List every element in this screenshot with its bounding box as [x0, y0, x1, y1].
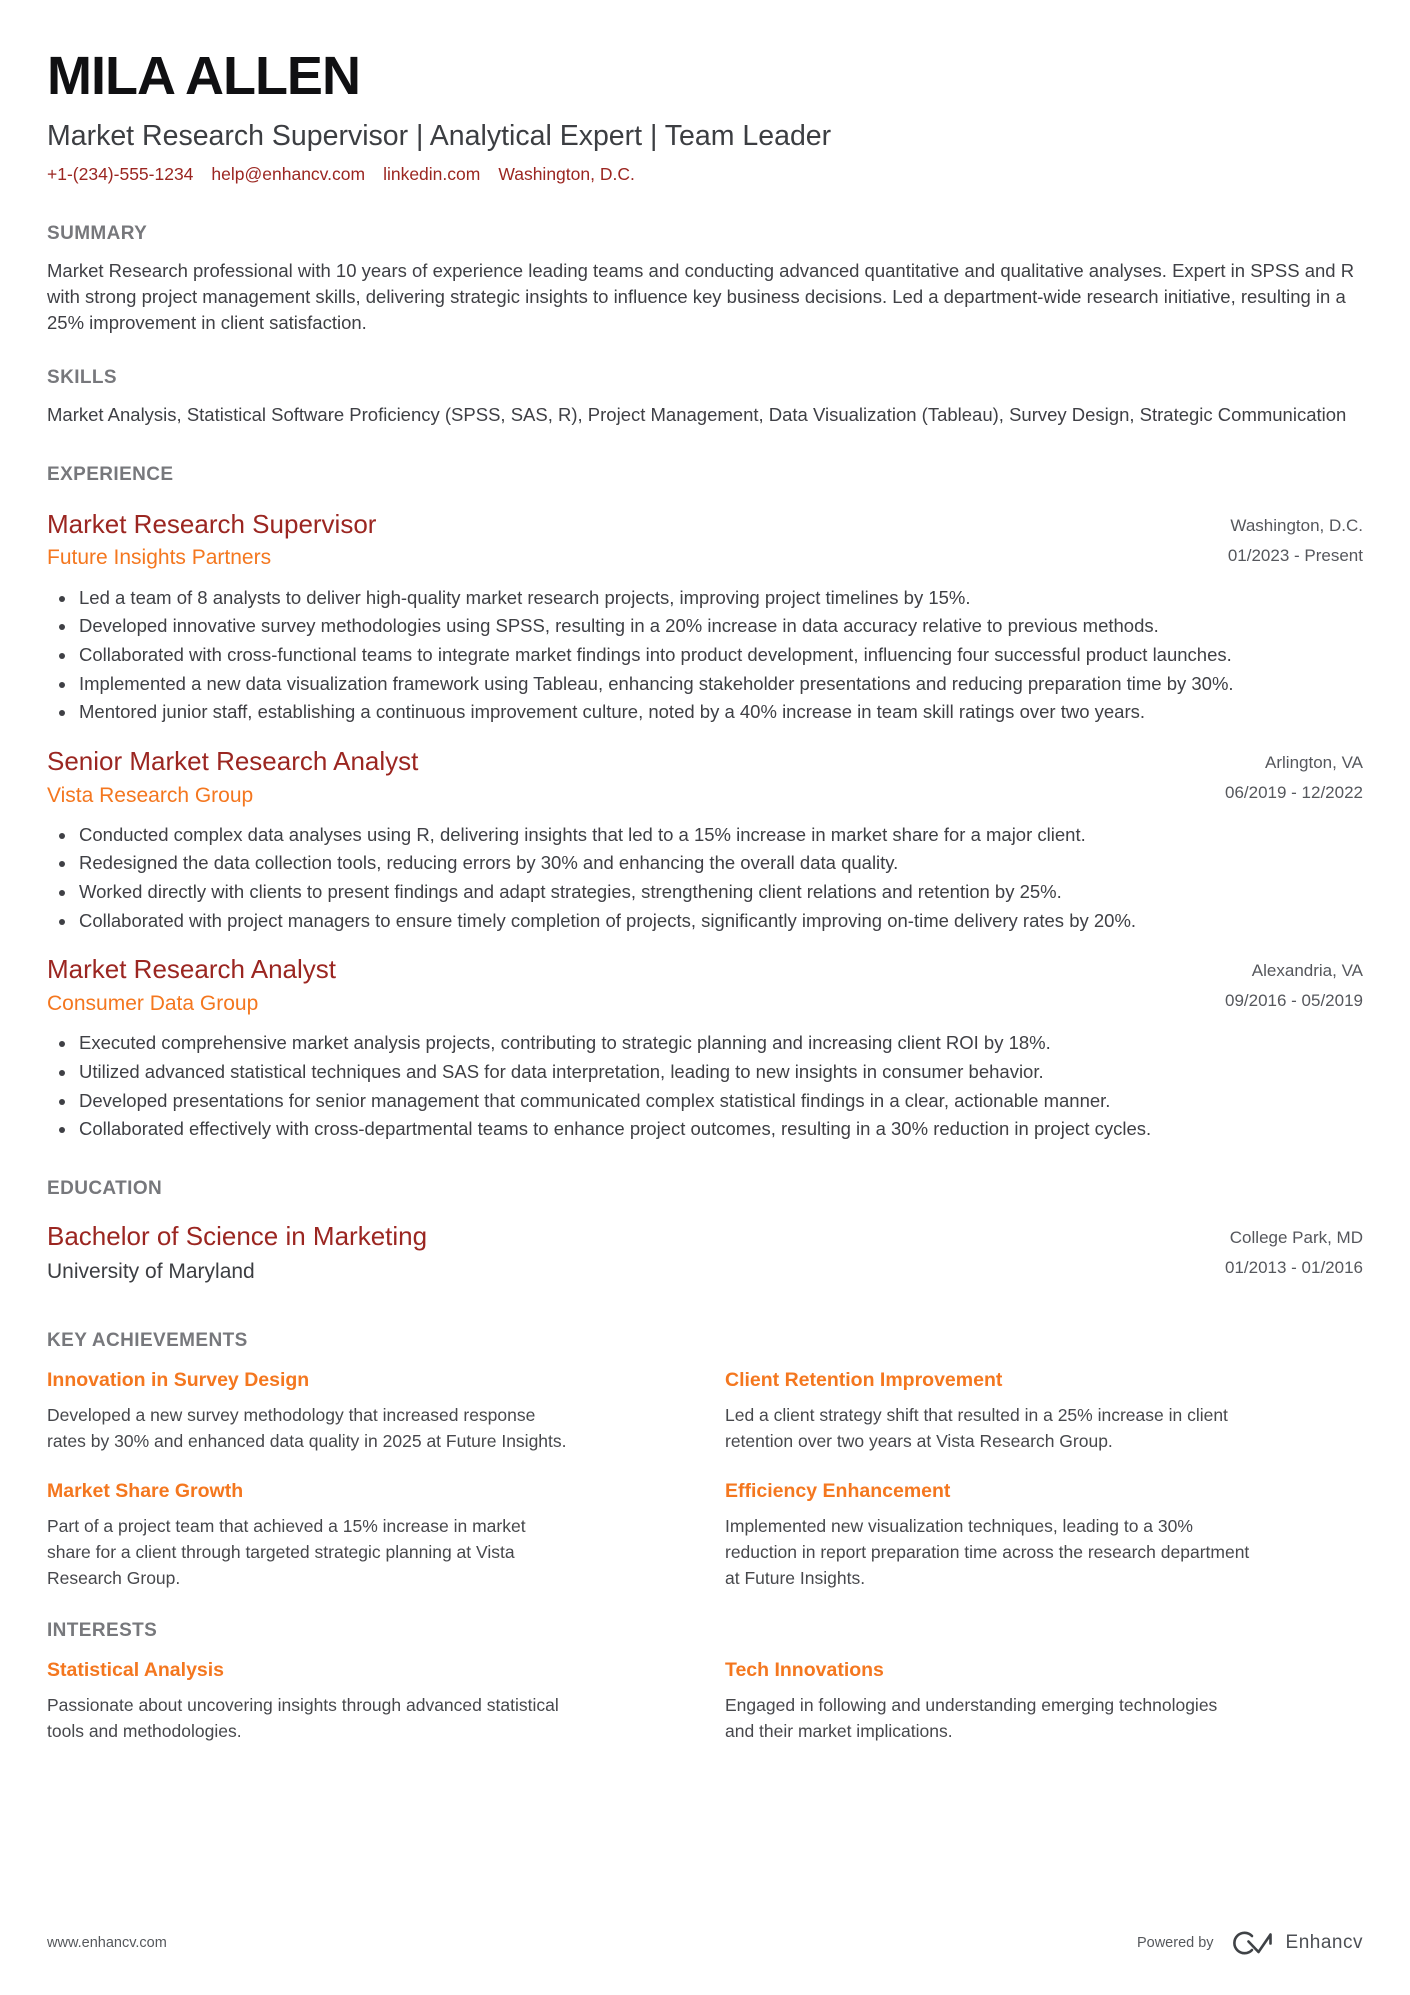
achievement-item — [725, 1368, 1363, 1455]
education-location: College Park, MD — [1229, 1227, 1363, 1247]
education-meta — [1225, 1220, 1363, 1283]
education-dates: 01/2013 - 01/2016 — [1224, 1257, 1363, 1277]
achievement-text: Led a client strategy shift that resulted in a 25% increase in client retention over two years at Vista Research Group. — [725, 1405, 1228, 1452]
enhancv-logo-icon — [1224, 1927, 1276, 1959]
job-title-block — [47, 745, 418, 809]
job-location: Arlington, VA — [1265, 753, 1363, 773]
achievement-title: Market Share Growth — [47, 1479, 244, 1502]
job-bullet: • Collaborated with project managers to ensure timely completion of projects, significantly improving on-time delivery rates by 20%. — [77, 907, 1363, 936]
interests-grid — [47, 1658, 1363, 1745]
skills-heading: SKILLS — [47, 366, 117, 388]
contact-row — [47, 164, 1363, 185]
education-heading: EDUCATION — [47, 1177, 163, 1199]
candidate-headline: Market Research Supervisor | Analytical Expert | Team Leader — [47, 119, 832, 152]
job-bullet: • Conducted complex data analyses using R, delivering insights that led to a 15% increase in market share for a major client. — [77, 821, 1363, 850]
job-company: Vista Research Group — [47, 783, 254, 807]
job-dates: 09/2016 - 05/2019 — [1224, 991, 1363, 1011]
job-bullet: • Developed presentations for senior management that communicated complex statistical findings in a clear, actionable manner. — [77, 1087, 1363, 1116]
job-bullet: • Collaborated with cross-functional teams to integrate market findings into product development, influencing four successful product launches. — [77, 641, 1363, 670]
job-bullet: • Developed innovative survey methodologies using SPSS, resulting in a 20% increase in data accuracy relative to previous methods. — [77, 612, 1363, 641]
job-header — [47, 953, 1363, 1017]
resume-header — [47, 48, 1363, 185]
job-company: Consumer Data Group — [47, 991, 259, 1015]
enhancv-brand-text[interactable]: Enhancv — [1285, 1932, 1363, 1953]
job-bullet: • Mentored junior staff, establishing a continuous improvement culture, noted by a 40% increase in team skill ratings over two years. — [77, 698, 1363, 727]
job-bullet: • Collaborated effectively with cross-departmental teams to enhance project outcomes, resulting in a 30% reduction in project cycles. — [77, 1115, 1363, 1144]
job-meta — [1225, 745, 1363, 808]
achievement-title: Client Retention Improvement — [725, 1368, 1003, 1391]
section-interests — [47, 1620, 1363, 1745]
job-header — [47, 508, 1363, 572]
job-bullet: • Led a team of 8 analysts to deliver high-quality market research projects, improving project timelines by 15%. — [77, 584, 1363, 613]
interest-text: Engaged in following and understanding emerging technologies and their market implications. — [725, 1694, 1218, 1742]
job-meta — [1228, 508, 1363, 571]
linkedin-link[interactable]: linkedin.com — [383, 163, 481, 184]
achievements-grid — [47, 1368, 1363, 1592]
section-education — [47, 1178, 1363, 1286]
location-text: Washington, D.C. — [498, 163, 635, 184]
interest-title: Statistical Analysis — [47, 1658, 225, 1681]
interest-item — [725, 1658, 1363, 1745]
experience-entry — [47, 953, 1363, 1143]
job-bullet: • Redesigned the data collection tools, reducing errors by 30% and enhancing the overall data quality. — [77, 849, 1363, 878]
experience-entry — [47, 508, 1363, 727]
job-dates: 01/2023 - Present — [1227, 545, 1363, 565]
job-title-block — [47, 953, 336, 1017]
job-bullet-list — [47, 584, 1363, 727]
achievement-title: Innovation in Survey Design — [47, 1368, 310, 1391]
job-title: Market Research Supervisor — [47, 508, 377, 539]
achievement-item — [47, 1479, 685, 1592]
summary-text: Market Research professional with 10 years of experience leading teams and conducting advanced quantitative and qualitative analyses. Expert in SPSS and R with strong project management skills, delivering strategic insights to influence key business decisions. Led a department-wide research initiative, resulting in a 25% improvement in client satisfaction. — [47, 259, 1355, 334]
job-company: Future Insights Partners — [47, 546, 272, 570]
job-bullet: • Worked directly with clients to present findings and adapt strategies, strengthening client relations and retention by 25%. — [77, 878, 1363, 907]
education-title-block — [47, 1220, 427, 1286]
job-bullet: • Executed comprehensive market analysis projects, contributing to strategic planning and increasing client ROI by 18%. — [77, 1029, 1363, 1058]
candidate-name: MILA ALLEN — [47, 46, 360, 106]
achievement-text: Developed a new survey methodology that increased response rates by 30% and enhanced data quality in 2025 at Future Insights. — [47, 1405, 567, 1452]
page-footer — [47, 1927, 1363, 1959]
skills-text: Market Analysis, Statistical Software Proficiency (SPSS, SAS, R), Project Management, Data Visualization (Tableau), Survey Design, Strategic Communication — [47, 403, 1347, 425]
interest-title: Tech Innovations — [725, 1658, 884, 1681]
job-bullet: • Implemented a new data visualization framework using Tableau, enhancing stakeholder presentations and reducing preparation time by 30%. — [77, 670, 1363, 699]
job-bullet: • Utilized advanced statistical techniques and SAS for data interpretation, leading to new insights in consumer behavior. — [77, 1058, 1363, 1087]
job-header — [47, 745, 1363, 809]
interest-item — [47, 1658, 685, 1745]
job-title: Senior Market Research Analyst — [47, 746, 419, 777]
powered-by-label: Powered by — [1136, 1935, 1214, 1951]
experience-heading: EXPERIENCE — [47, 463, 174, 485]
summary-heading: SUMMARY — [47, 222, 148, 244]
job-bullet-list — [47, 821, 1363, 936]
education-degree: Bachelor of Science in Marketing — [47, 1220, 428, 1251]
job-location: Washington, D.C. — [1230, 515, 1363, 535]
education-entry — [47, 1220, 1363, 1286]
email-link[interactable]: help@enhancv.com — [211, 163, 366, 184]
achievements-heading: KEY ACHIEVEMENTS — [47, 1329, 248, 1351]
phone-link[interactable]: +1-(234)-555-1234 — [47, 163, 194, 184]
footer-website-link[interactable]: www.enhancv.com — [47, 1935, 167, 1951]
achievement-text: Part of a project team that achieved a 15% increase in market share for a client through targeted strategic planning at Vista Research Group. — [47, 1515, 526, 1589]
experience-entry — [47, 745, 1363, 935]
section-skills — [47, 367, 1363, 428]
interests-heading: INTERESTS — [47, 1619, 158, 1641]
section-key-achievements — [47, 1330, 1363, 1592]
achievement-item — [47, 1368, 685, 1455]
education-school: University of Maryland — [47, 1260, 255, 1284]
job-dates: 06/2019 - 12/2022 — [1224, 782, 1363, 802]
job-location: Alexandria, VA — [1251, 961, 1363, 981]
achievement-item — [725, 1479, 1363, 1592]
achievement-title: Efficiency Enhancement — [725, 1479, 951, 1502]
job-meta — [1225, 953, 1363, 1016]
section-experience — [47, 464, 1363, 1144]
job-title-block — [47, 508, 376, 572]
interest-text: Passionate about uncovering insights through advanced statistical tools and methodologies. — [47, 1694, 559, 1742]
job-bullet-list — [47, 1029, 1363, 1144]
job-title: Market Research Analyst — [47, 954, 337, 985]
section-summary — [47, 223, 1363, 337]
achievement-text: Implemented new visualization techniques, leading to a 30% reduction in report preparation time across the research department at Future Insights. — [725, 1515, 1250, 1589]
powered-by-block — [1137, 1927, 1363, 1959]
